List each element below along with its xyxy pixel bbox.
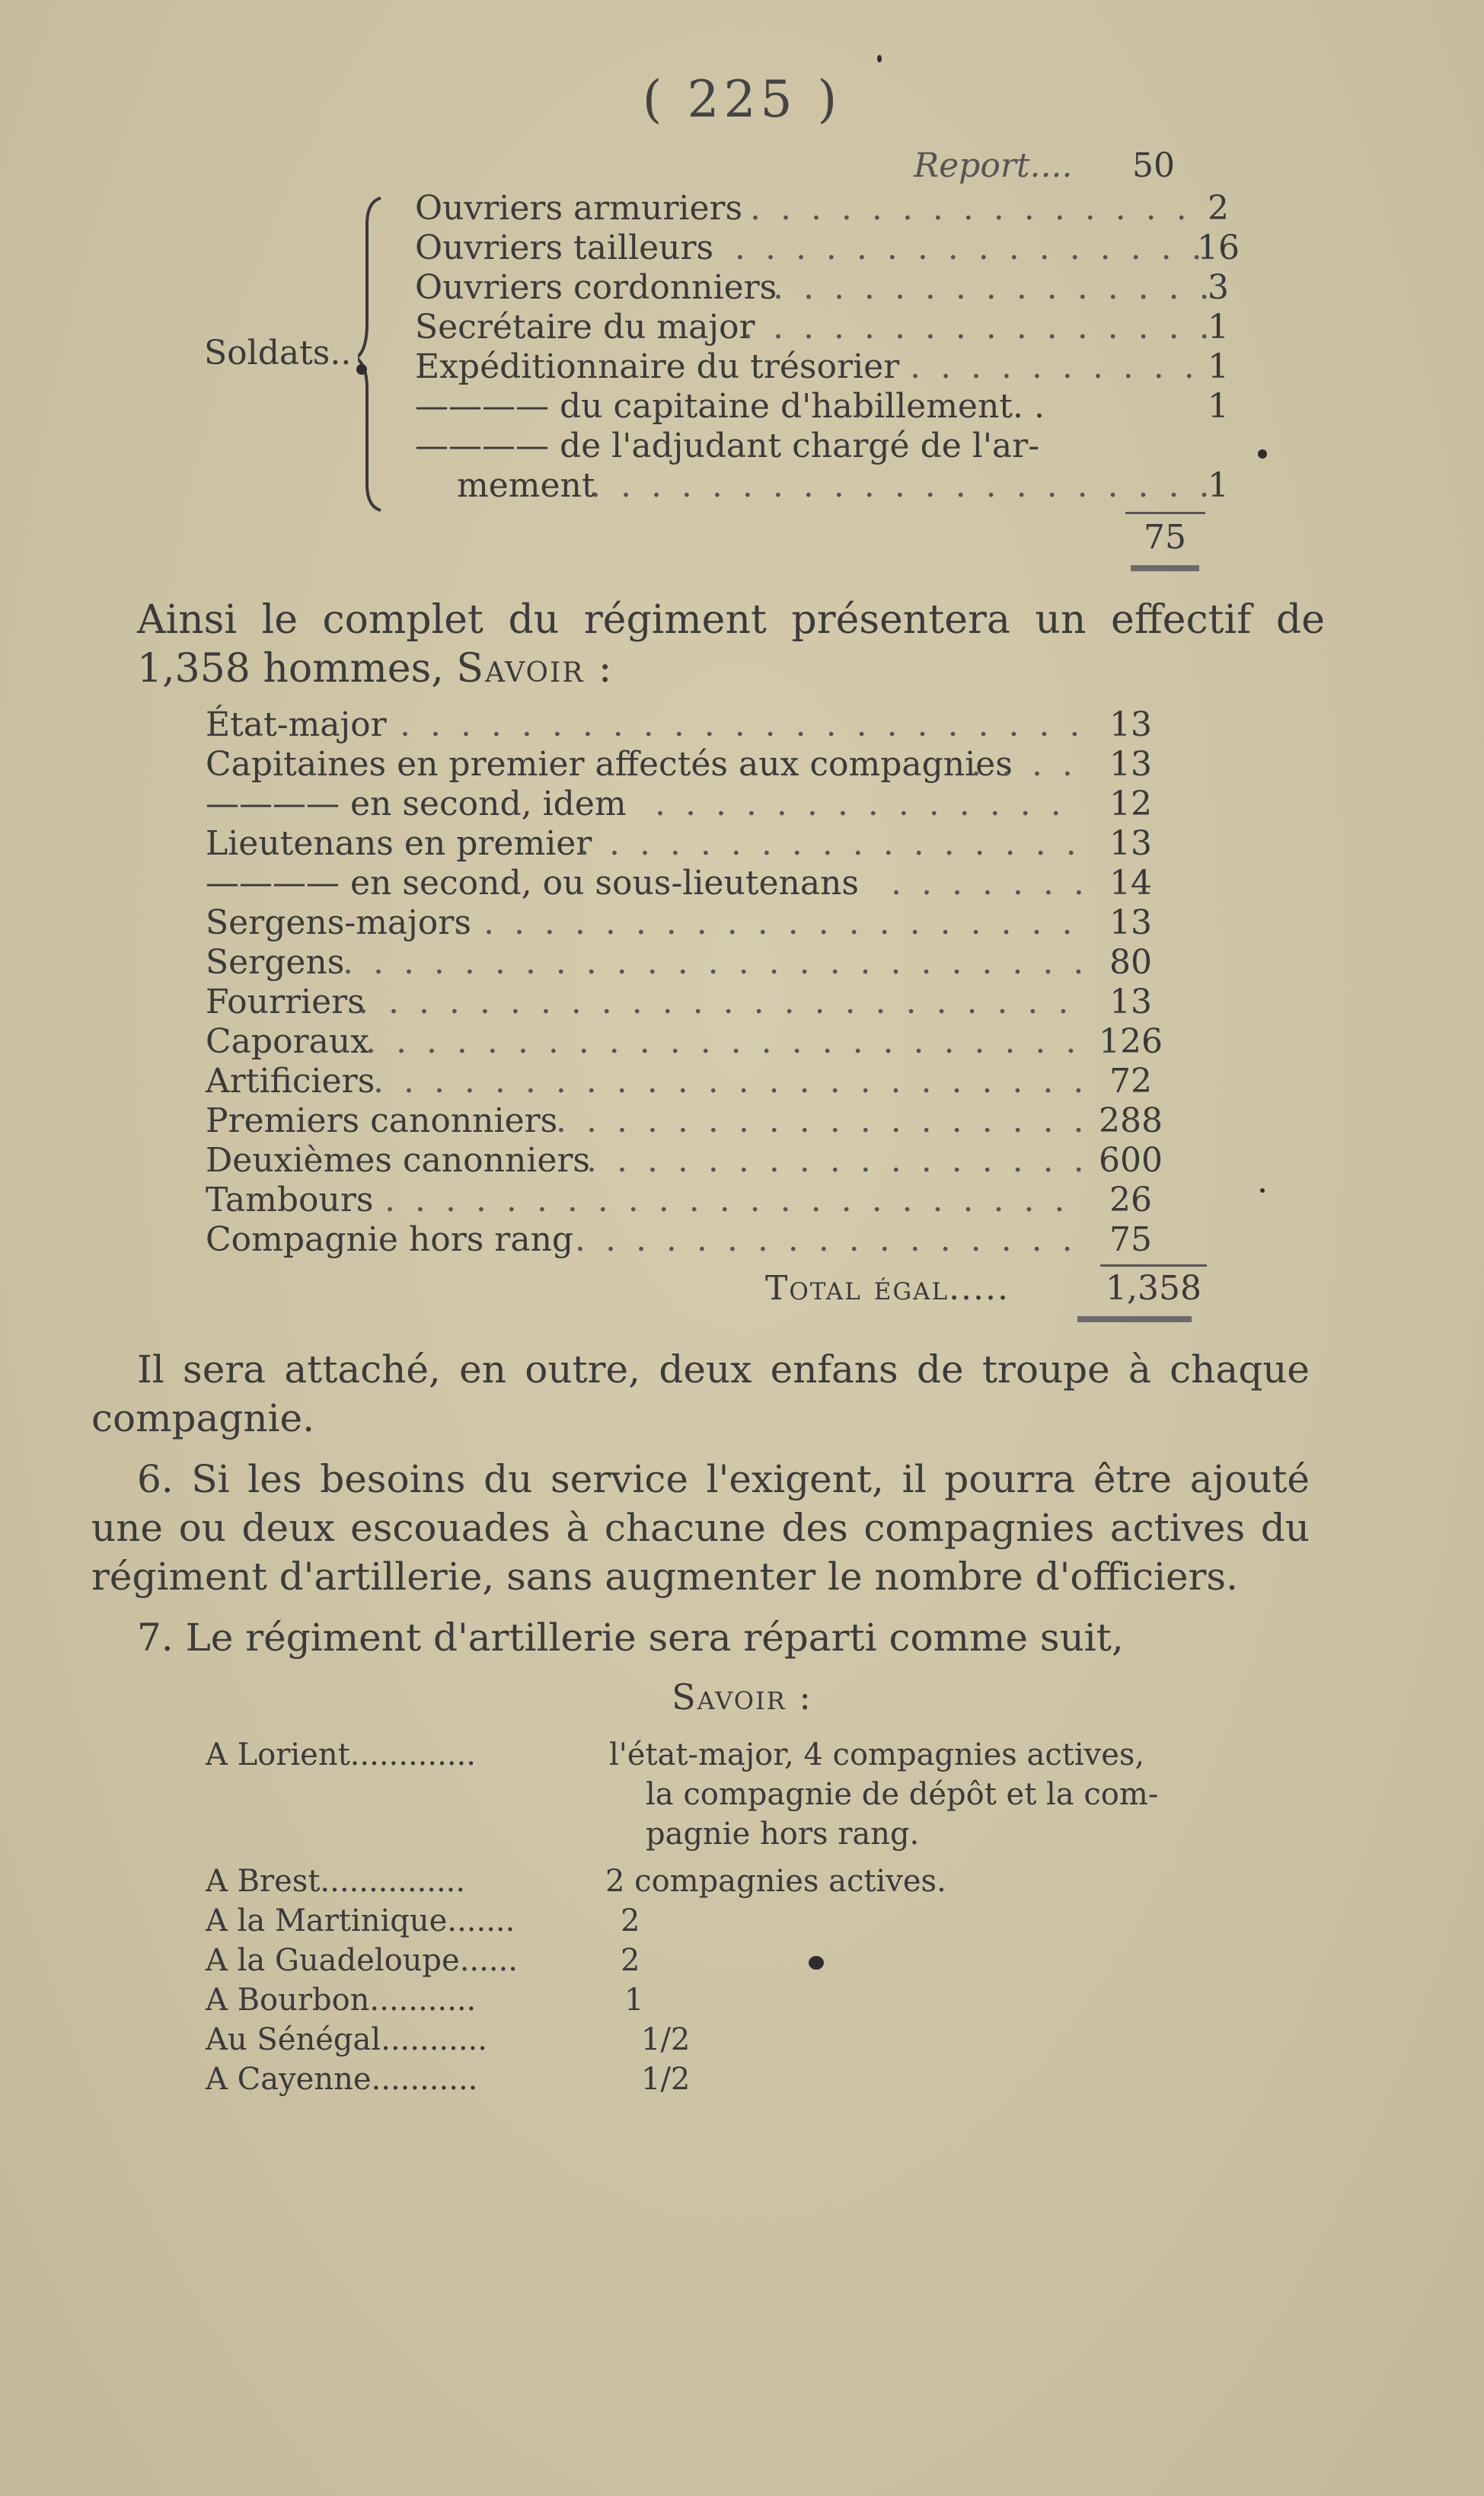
repartition-detail: l'état-major, 4 compagnies actives, bbox=[609, 1737, 1145, 1772]
effectif-item: État-major . . . 13 bbox=[206, 705, 1195, 745]
article-7: 7. Le régiment d'artillerie sera réparti comme suit, bbox=[137, 1616, 1124, 1660]
repartition-detail: 2 bbox=[621, 1903, 640, 1938]
paragraph-enfans: Il sera attaché, en outre, deux enfans de troupe à chaque compagnie. bbox=[91, 1347, 1310, 1440]
effectif-item: Tambours . . . 26 bbox=[206, 1181, 1195, 1220]
soldier-item: Ouvriers cordonniers . . . 3 bbox=[415, 268, 1207, 308]
effectif-item: Sergens . . . 80 bbox=[206, 943, 1195, 983]
ink-speck bbox=[1258, 449, 1267, 459]
report-value: 50 bbox=[1132, 146, 1175, 185]
repartition-place: A Cayenne........... bbox=[206, 2062, 478, 2097]
effectif-item: Caporaux . . . 126 bbox=[206, 1022, 1195, 1062]
ornament-bar bbox=[1077, 1316, 1192, 1322]
ornament-bar bbox=[1131, 565, 1199, 571]
soldier-item: ———— de l'adjudant chargé de l'ar- bbox=[415, 427, 1040, 465]
page-number: ( 225 ) bbox=[642, 70, 842, 129]
article-6: 6. Si les besoins du service l'exigent, il pourra être ajouté une ou deux escouades à chacune des compagnies actives du régiment d'artillerie, sans augmenter le nombre d'officiers. bbox=[91, 1457, 1310, 1599]
repartition-detail: 2 bbox=[621, 1943, 640, 1978]
effectif-item: Capitaines en premier affectés aux compagnies . . . 13 bbox=[206, 745, 1195, 785]
ink-speck bbox=[356, 364, 367, 375]
ink-speck bbox=[877, 55, 882, 62]
repartition-place: A Lorient............. bbox=[206, 1737, 476, 1772]
soldier-item: mement . . . 1 bbox=[457, 466, 1207, 506]
repartition-place: A Bourbon........... bbox=[206, 1983, 477, 2018]
repartition-place: A Brest............... bbox=[206, 1864, 466, 1899]
effectif-item: Lieutenans en premier . . . 13 bbox=[206, 824, 1195, 864]
repartition-detail: 2 compagnies actives. bbox=[605, 1864, 946, 1899]
effectif-item: Deuxièmes canonniers . . . 600 bbox=[206, 1141, 1195, 1181]
effectif-item: ———— en second, ou sous-lieutenans . . . 14 bbox=[206, 864, 1195, 903]
ink-speck bbox=[809, 1956, 824, 1970]
soldier-item: Ouvriers armuriers . . . 2 bbox=[415, 189, 1207, 229]
soldier-item: Expéditionnaire du trésorier . . . 1 bbox=[415, 347, 1207, 387]
effectif-total-row bbox=[765, 1269, 1207, 1309]
repartition-place: Au Sénégal........... bbox=[206, 2022, 487, 2057]
report-label: Report.... bbox=[914, 146, 1073, 185]
effectif-item: Sergens-majors . . . 13 bbox=[206, 903, 1195, 943]
report-row bbox=[914, 146, 1218, 186]
repartition-detail: pagnie hors rang. bbox=[646, 1817, 920, 1852]
repartition-detail: 1 bbox=[624, 1983, 644, 2018]
intro-paragraph: Ainsi le complet du régiment présentera un effectif de 1,358 hommes, Savoir : bbox=[137, 597, 1325, 692]
book-page: ( 225 ) Report.... 50 Soldats.. Ouvriers armuriers . . . 2 Ouvriers tailleurs . . . 16 Ouvriers cordonniers . . . 3 Secrétaire du major . . . 1 Expéditionnaire du trésorier . . . 1 ———— du capitaine d'habillement. . 1 ———— de l'adjudant chargé de l'ar- mement . . . 1 75 Ainsi le complet du régiment présentera un effectif de 1,358 hommes, Savoir : État-major . . . 13 Capitaines en premier affectés aux compagnies . . . 13 ———— en second, idem . . . 12 Lieutenans en premier . . . 13 ———— en second, ou sous-lieutenans . . . 14 Sergens-majors . . . 13 Sergens . . . 80 Fourriers . . . 13 Caporaux . . . 126 Artificiers . . . 72 Premiers canonniers . . . 288 Deuxièmes canonniers . . . 600 Tambours . . . 26 Compagnie hors rang . . . 75 Total égal..... 1,358 Il sera attaché, en outre, deux enfans de troupe à chaque compagnie. 6. Si les besoins du service l'exigent, il pourra être ajouté une ou deux escouades à chacune des compagnies actives du régiment d'artillerie, sans augmenter le nombre d'officiers. 7. Le régiment d'artillerie sera réparti comme suit, Savoir : A Lorient............. l'état-major, 4 compagnies actives, la compagnie de dépôt et la com- pagnie hors rang. A Brest............... 2 compagnies actives. A la Martinique....... 2 A la Guadeloupe...... 2 A Bourbon........... 1 Au Sénégal........... 1/2 A Cayenne........... 1/2 bbox=[0, 0, 1484, 2496]
soldier-item: ———— du capitaine d'habillement. . 1 bbox=[415, 387, 1229, 426]
effectif-item: Premiers canonniers . . . 288 bbox=[206, 1101, 1195, 1141]
repartition-place: A la Guadeloupe...... bbox=[206, 1943, 518, 1978]
repartition-detail: la compagnie de dépôt et la com- bbox=[646, 1777, 1159, 1812]
repartition-detail: 1/2 bbox=[641, 2062, 691, 2097]
left-brace-icon bbox=[358, 194, 404, 514]
soldier-item: Secrétaire du major . . . 1 bbox=[415, 308, 1207, 347]
total-label: Total égal..... bbox=[765, 1269, 1010, 1308]
sum-rule bbox=[1125, 512, 1205, 514]
effectif-item: ———— en second, idem . . . 12 bbox=[206, 785, 1195, 824]
soldier-item: Ouvriers tailleurs . . . 16 bbox=[415, 229, 1207, 268]
savoir-heading: Savoir : bbox=[672, 1676, 812, 1718]
effectif-item: Fourriers . . . 13 bbox=[206, 983, 1195, 1022]
repartition-detail: 1/2 bbox=[641, 2022, 691, 2057]
sum-rule bbox=[1100, 1264, 1207, 1267]
soldiers-total: 75 bbox=[1144, 518, 1186, 557]
total-value: 1,358 bbox=[1106, 1269, 1202, 1308]
repartition-place: A la Martinique....... bbox=[206, 1903, 515, 1938]
ink-speck bbox=[1260, 1188, 1265, 1193]
effectif-item: Artificiers . . . 72 bbox=[206, 1062, 1195, 1101]
effectif-item: Compagnie hors rang . . . 75 bbox=[206, 1220, 1195, 1260]
